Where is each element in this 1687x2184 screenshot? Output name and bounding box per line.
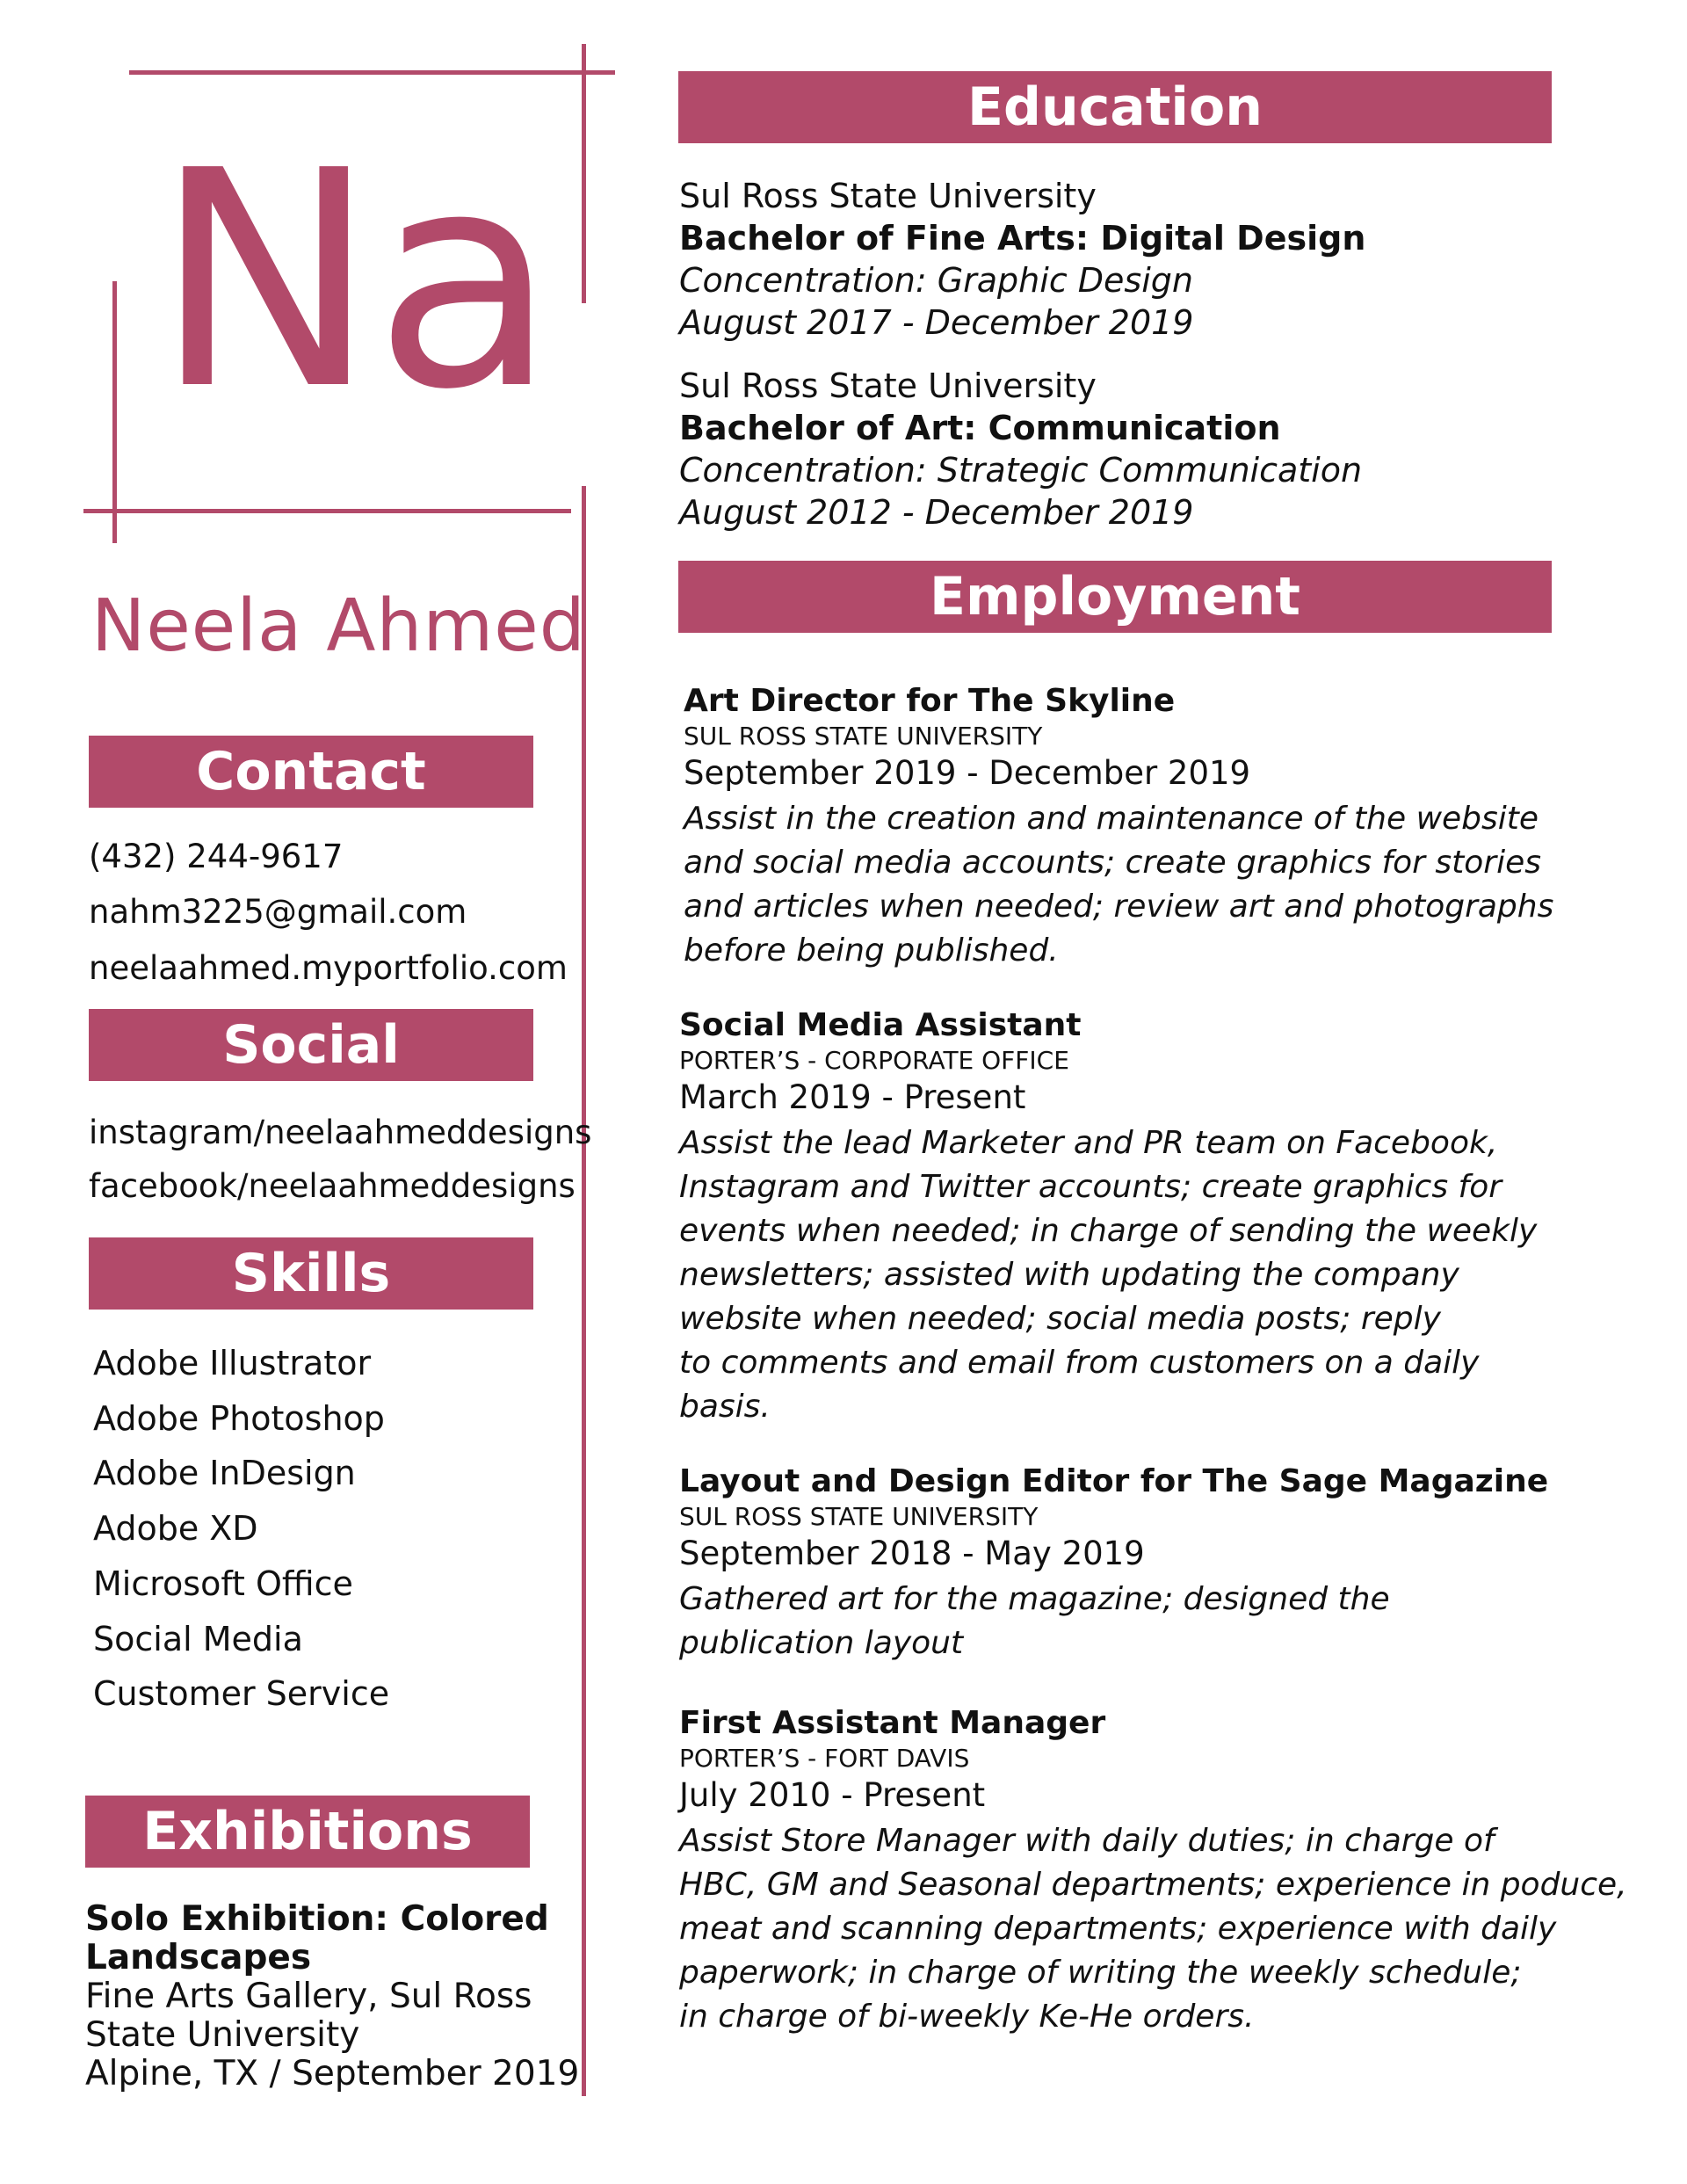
contact-phone: (432) 244-9617 <box>89 838 344 875</box>
education-degree: Bachelor of Fine Arts: Digital Design <box>679 219 1366 258</box>
job-dates: March 2019 - Present <box>679 1078 1026 1116</box>
social-instagram[interactable]: instagram/neelaahmeddesigns <box>89 1114 592 1151</box>
job-description-line: to comments and email from customers on a daily <box>679 1345 1480 1381</box>
skill-item: Customer Service <box>93 1674 390 1713</box>
contact-email[interactable]: nahm3225@gmail.com <box>89 893 467 931</box>
job-dates: September 2018 - May 2019 <box>679 1535 1145 1572</box>
education-degree: Bachelor of Art: Communication <box>679 409 1281 447</box>
job-dates: September 2019 - December 2019 <box>684 754 1251 792</box>
job-description-line: and articles when needed; review art and photographs <box>684 889 1554 925</box>
job-description-line: Assist the lead Marketer and PR team on Facebook, <box>679 1125 1498 1161</box>
job-organization: PORTER’S - FORT DAVIS <box>679 1744 970 1773</box>
exhibition-title-line: Solo Exhibition: Colored <box>85 1899 549 1939</box>
skill-item: Social Media <box>93 1620 303 1658</box>
job-description-line: Assist Store Manager with daily duties; in charge of <box>679 1823 1495 1859</box>
skill-item: Adobe Illustrator <box>93 1344 372 1382</box>
skill-item: Adobe InDesign <box>93 1454 356 1492</box>
social-facebook[interactable]: facebook/neelaahmeddesigns <box>89 1167 576 1205</box>
job-description-line: Gathered art for the magazine; designed the <box>679 1581 1390 1617</box>
education-school: Sul Ross State University <box>679 366 1097 405</box>
skill-item: Adobe Photoshop <box>93 1399 385 1438</box>
job-title: Art Director for The Skyline <box>684 683 1176 719</box>
full-name: Neela Ahmed <box>91 584 586 668</box>
job-description-line: before being published. <box>684 932 1059 969</box>
job-description-line: Instagram and Twitter accounts; create graphics for <box>679 1169 1502 1205</box>
monogram-frame-bottom-line <box>83 509 571 513</box>
job-description-line: website when needed; social media posts; reply <box>679 1301 1441 1337</box>
employment-heading: Employment <box>678 561 1552 633</box>
skill-item: Microsoft Office <box>93 1564 353 1603</box>
exhibition-title-line: Landscapes <box>85 1938 312 1977</box>
job-organization: SUL ROSS STATE UNIVERSITY <box>684 722 1043 751</box>
job-description-line: paperwork; in charge of writing the weekly schedule; <box>679 1955 1522 1991</box>
education-school: Sul Ross State University <box>679 177 1097 215</box>
contact-website[interactable]: neelaahmed.myportfolio.com <box>89 949 568 987</box>
job-description-line: newsletters; assisted with updating the company <box>679 1257 1459 1293</box>
monogram-frame-right-line <box>582 44 586 303</box>
job-title: First Assistant Manager <box>679 1705 1106 1741</box>
job-description-line: events when needed; in charge of sending the weekly <box>679 1213 1538 1249</box>
contact-heading: Contact <box>89 736 533 808</box>
education-heading: Education <box>678 71 1552 143</box>
job-dates: July 2010 - Present <box>679 1776 986 1814</box>
exhibition-detail-line: Alpine, TX / September 2019 <box>85 2054 580 2093</box>
exhibition-detail-line: State University <box>85 2015 360 2055</box>
monogram-frame-left-line <box>112 281 117 543</box>
social-heading: Social <box>89 1009 533 1081</box>
column-divider-line <box>582 486 586 2096</box>
job-title: Social Media Assistant <box>679 1007 1082 1043</box>
education-concentration: Concentration: Strategic Communication <box>679 451 1363 490</box>
monogram: Na <box>154 107 554 455</box>
exhibition-detail-line: Fine Arts Gallery, Sul Ross <box>85 1977 532 2016</box>
monogram-frame-top-line <box>129 70 615 75</box>
job-description-line: publication layout <box>679 1625 964 1661</box>
job-title: Layout and Design Editor for The Sage Magazine <box>679 1463 1549 1499</box>
job-organization: SUL ROSS STATE UNIVERSITY <box>679 1502 1039 1531</box>
job-description-line: meat and scanning departments; experience with daily <box>679 1911 1557 1947</box>
job-description-line: Assist in the creation and maintenance of the website <box>684 801 1539 837</box>
education-dates: August 2017 - December 2019 <box>679 303 1194 342</box>
education-dates: August 2012 - December 2019 <box>679 493 1194 532</box>
job-description-line: basis. <box>679 1389 771 1425</box>
job-description-line: and social media accounts; create graphics for stories <box>684 845 1542 881</box>
skills-heading: Skills <box>89 1237 533 1310</box>
job-organization: PORTER’S - CORPORATE OFFICE <box>679 1046 1069 1075</box>
exhibitions-heading: Exhibitions <box>85 1796 530 1868</box>
education-concentration: Concentration: Graphic Design <box>679 261 1193 300</box>
job-description-line: in charge of bi-weekly Ke-He orders. <box>679 1999 1255 2035</box>
skill-item: Adobe XD <box>93 1509 258 1548</box>
job-description-line: HBC, GM and Seasonal departments; experience in poduce, <box>679 1867 1627 1903</box>
